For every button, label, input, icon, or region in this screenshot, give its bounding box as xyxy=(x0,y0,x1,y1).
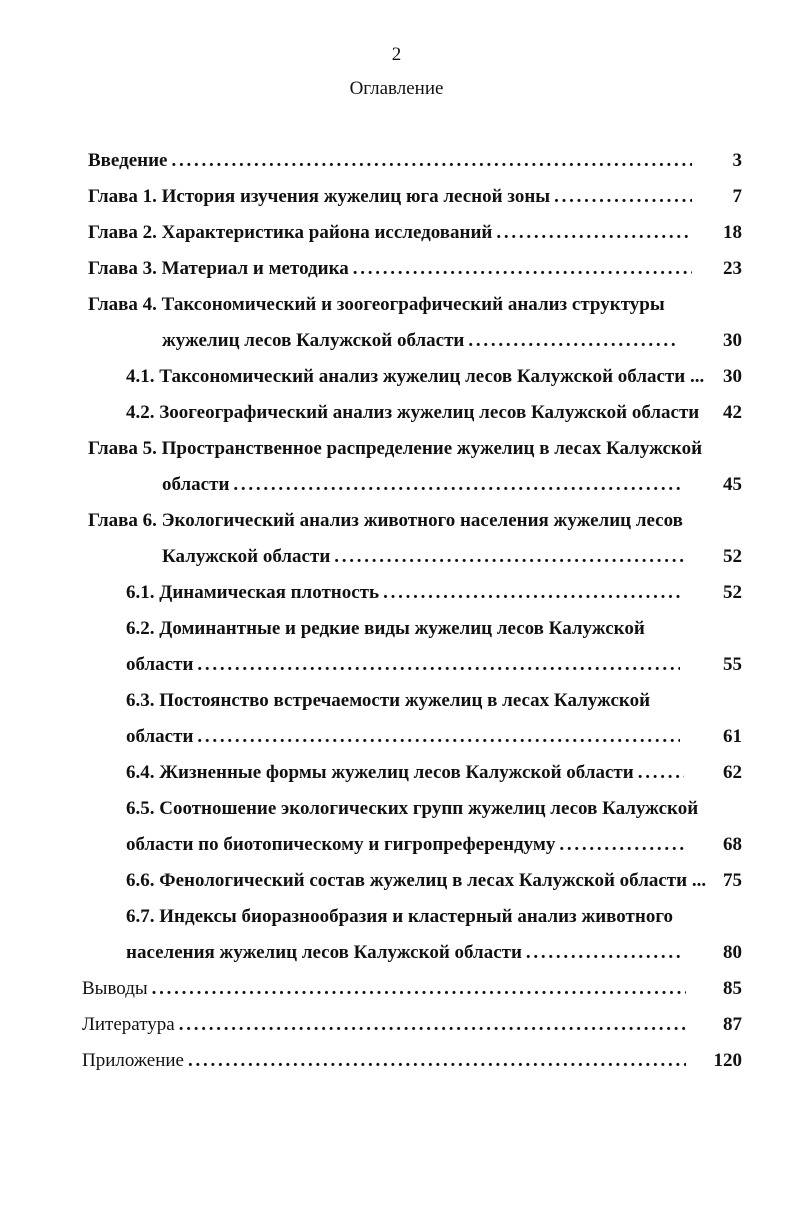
toc-item-text: области xyxy=(162,474,230,495)
toc-item-text: Глава 5. Пространственное распределение жужелиц в лесах Калужской xyxy=(88,438,703,459)
toc-item xyxy=(126,941,688,965)
toc-item xyxy=(126,797,699,821)
toc-item-page: 52 xyxy=(723,546,742,567)
toc-item xyxy=(126,833,688,857)
toc-item-page: 62 xyxy=(723,762,742,783)
toc-item xyxy=(126,725,684,749)
toc-item-text: Калужской области xyxy=(162,546,331,567)
leader-dots xyxy=(383,581,680,605)
toc-item-text: Выводы xyxy=(82,978,148,999)
toc-item-text: 6.7. Индексы биоразнообразия и кластерный анализ животного xyxy=(126,906,673,927)
toc-item-text: Приложение xyxy=(82,1050,184,1071)
toc-item xyxy=(126,365,705,389)
toc-item-page: 7 xyxy=(732,186,742,207)
toc-item-text: 6.4. Жизненные формы жужелиц лесов Калужской области xyxy=(126,762,634,783)
toc-item-text: 6.3. Постоянство встречаемости жужелиц в лесах Калужской xyxy=(126,690,651,711)
toc-item-page: 68 xyxy=(723,834,742,855)
toc-item-page: 23 xyxy=(723,258,742,279)
toc-item-text: 6.5. Соотношение экологических групп жужелиц лесов Калужской xyxy=(126,798,699,819)
toc-item xyxy=(88,509,696,533)
leader-dots xyxy=(559,833,684,857)
toc-item-text: Глава 6. Экологический анализ животного населения жужелиц лесов xyxy=(88,510,683,531)
leader-dots xyxy=(197,725,680,749)
toc-item xyxy=(126,869,707,893)
toc-item-page: 42 xyxy=(723,402,742,423)
toc-item-text: Литература xyxy=(82,1014,175,1035)
toc-item-page: 18 xyxy=(723,222,742,243)
leader-dots xyxy=(179,1013,686,1037)
toc-item-text: 6.1. Динамическая плотность xyxy=(126,582,380,603)
toc-item-text: 6.2. Доминантные и редкие виды жужелиц лесов Калужской xyxy=(126,618,645,639)
page-number: 2 xyxy=(391,44,402,65)
toc-item-text: 6.6. Фенологический состав жужелиц в лесах Калужской области ... xyxy=(126,870,707,891)
toc-item xyxy=(82,1013,690,1037)
toc-item-text: области xyxy=(126,726,194,747)
toc-item xyxy=(88,149,696,173)
toc-item xyxy=(126,581,684,605)
toc-item-text: 4.1. Таксономический анализ жужелиц лесов Калужской области ... xyxy=(126,366,705,387)
toc-item xyxy=(88,293,696,317)
toc-item xyxy=(88,185,696,209)
toc-item xyxy=(162,545,688,569)
leader-dots xyxy=(468,329,676,353)
toc-item xyxy=(126,401,700,425)
toc-item-text: 4.2. Зоогеографический анализ жужелиц лесов Калужской области xyxy=(126,402,700,423)
toc-title: Оглавление xyxy=(349,78,444,99)
toc-item-text: Глава 2. Характеристика района исследований xyxy=(88,222,493,243)
leader-dots xyxy=(233,473,680,497)
toc-item xyxy=(82,1049,690,1073)
toc-item-text: жужелиц лесов Калужской области xyxy=(162,330,465,351)
toc-item xyxy=(162,329,680,353)
toc-item-page: 85 xyxy=(723,978,742,999)
toc-item-page: 30 xyxy=(723,330,742,351)
toc-item xyxy=(88,437,703,461)
leader-dots xyxy=(526,941,684,965)
toc-item-page: 3 xyxy=(732,150,742,171)
leader-dots xyxy=(188,1049,686,1073)
leader-dots xyxy=(496,221,692,245)
toc-item-page: 30 xyxy=(723,366,742,387)
toc-item-text: области xyxy=(126,654,194,675)
toc-item-text: Глава 1. История изучения жужелиц юга лесной зоны xyxy=(88,186,551,207)
toc-item-text: области по биотопическому и гигропреферендуму xyxy=(126,834,556,855)
toc-item xyxy=(88,257,696,281)
leader-dots xyxy=(353,257,692,281)
toc-item-text: Введение xyxy=(88,150,168,171)
toc-item xyxy=(126,905,696,929)
toc-item-page: 80 xyxy=(723,942,742,963)
toc-item-page: 61 xyxy=(723,726,742,747)
toc-item xyxy=(82,977,690,1001)
toc-item xyxy=(162,473,684,497)
toc-item-text: Глава 3. Материал и методика xyxy=(88,258,349,279)
toc-item-text: населения жужелиц лесов Калужской области xyxy=(126,942,522,963)
toc-item-page: 55 xyxy=(723,654,742,675)
toc-item-page: 52 xyxy=(723,582,742,603)
toc-item-page: 120 xyxy=(713,1050,742,1071)
leader-dots xyxy=(638,761,684,785)
leader-dots xyxy=(172,149,693,173)
toc-item-page: 75 xyxy=(723,870,742,891)
toc-item xyxy=(126,689,696,713)
toc-item xyxy=(88,221,696,245)
leader-dots xyxy=(554,185,692,209)
leader-dots xyxy=(334,545,684,569)
toc-item xyxy=(126,761,688,785)
leader-dots xyxy=(197,653,680,677)
toc-item-text: Глава 4. Таксономический и зоогеографический анализ структуры xyxy=(88,294,665,315)
toc-item xyxy=(126,617,696,641)
toc-item-page: 45 xyxy=(723,474,742,495)
toc-item-page: 87 xyxy=(723,1014,742,1035)
leader-dots xyxy=(152,977,686,1001)
toc-item xyxy=(126,653,684,677)
